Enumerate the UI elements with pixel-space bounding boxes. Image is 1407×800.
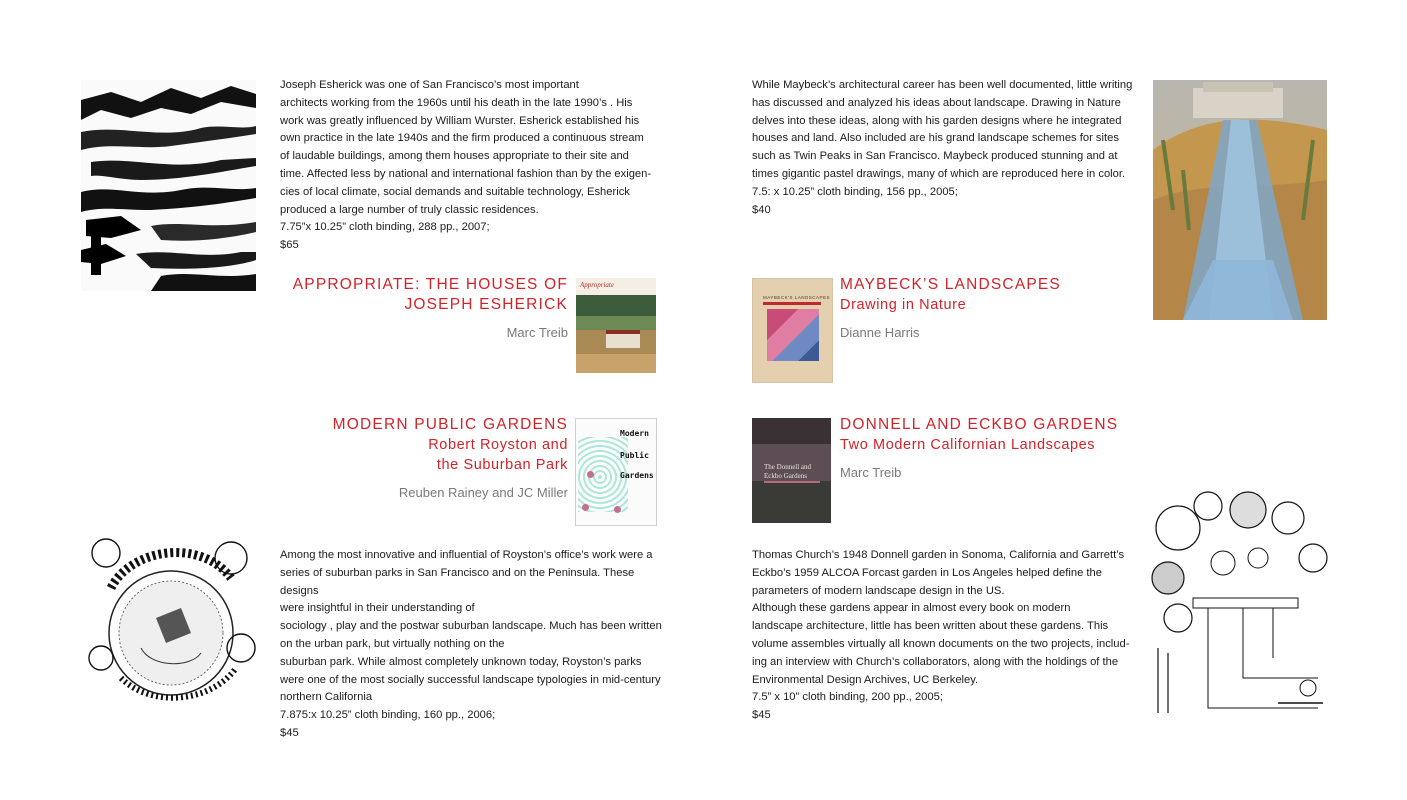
donnell-description xyxy=(752,547,1137,725)
esherick-cover-text: Appropriate xyxy=(580,281,614,289)
text-line: Joseph Esherick was one of San Francisco’s most important xyxy=(280,79,579,91)
esherick-specs: 7.75”x 10.25” cloth binding, 288 pp., 2007; xyxy=(280,221,490,234)
royston-subtitle-line2: the Suburban Park xyxy=(436,457,568,473)
royston-title: MODERN PUBLIC GARDENS xyxy=(332,416,568,433)
cover-dot xyxy=(587,471,594,478)
royston-subtitle-line1: Robert Royston and xyxy=(428,437,568,453)
donnell-book-cover[interactable] xyxy=(752,418,831,523)
text-line: houses and land. Also included are his grand landscape schemes for sites xyxy=(752,132,1119,145)
royston-cover-line: Gardens xyxy=(620,471,654,480)
text-line: Environmental Design Archives, UC Berkeley. xyxy=(752,673,979,686)
esherick-description xyxy=(280,77,660,255)
text-line: parameters of modern landscape design in the US. xyxy=(752,584,1005,597)
royston-cover-line: Modern xyxy=(620,429,649,438)
donnell-subtitle: Two Modern Californian Landscapes xyxy=(840,437,1096,453)
donnell-cover-line: The Donnell and xyxy=(764,463,812,471)
maybeck-author: Dianne Harris xyxy=(840,325,920,340)
royston-specs: 7.875:x 10.25” cloth binding, 160 pp., 2006; xyxy=(280,709,496,722)
esherick-author: Marc Treib xyxy=(506,325,568,340)
text-line: time. Affected less by national and international fashion than by the exigen- xyxy=(280,167,652,180)
text-line: series of suburban parks in San Francisco and on the Peninsula. These designs xyxy=(280,566,635,597)
donnell-cover-line: Eckbo Gardens xyxy=(764,472,807,480)
donnell-book-heading xyxy=(840,415,1140,482)
text-line: ing an interview with Church’s collaborators, along with the holdings of the xyxy=(752,655,1119,668)
cover-picture xyxy=(767,309,819,361)
text-line: of laudable buildings, among them houses appropriate to their site and xyxy=(280,150,629,163)
text-line: Thomas Church’s 1948 Donnell garden in Sonoma, California and Garrett’s xyxy=(752,549,1125,561)
cover-stripe xyxy=(763,302,821,305)
donnell-title: DONNELL AND ECKBO GARDENS xyxy=(840,416,1119,433)
cover-dot xyxy=(582,504,589,511)
maybeck-description xyxy=(752,77,1137,219)
donnell-price: $45 xyxy=(752,709,771,722)
maybeck-book-heading xyxy=(840,275,1140,342)
cover-dot xyxy=(614,506,621,513)
esherick-title-line1: APPROPRIATE: THE HOUSES OF xyxy=(292,276,568,293)
royston-price: $45 xyxy=(280,726,299,739)
cover-stripe xyxy=(764,481,820,483)
text-line: Among the most innovative and influential of Royston’s office’s work were a xyxy=(280,549,653,561)
text-line: landscape architecture, little has been written about these gardens. This xyxy=(752,620,1109,633)
maybeck-specs: 7.5: x 10.25” cloth binding, 156 pp., 2005; xyxy=(752,185,958,198)
esherick-price: $65 xyxy=(280,239,299,252)
esherick-book-cover[interactable] xyxy=(576,278,656,373)
text-line: work was greatly influenced by William Wurster. Esherick established his xyxy=(280,114,640,127)
maybeck-book-cover[interactable] xyxy=(752,278,833,383)
text-line: northern California xyxy=(280,691,373,704)
royston-description xyxy=(280,547,665,743)
house-graphic xyxy=(606,330,640,348)
donnell-author: Marc Treib xyxy=(840,465,902,480)
royston-park-plan-illustration xyxy=(81,528,256,718)
text-line: volume assembles virtually all known documents on the two projects, includ- xyxy=(752,637,1130,650)
text-line: such as Twin Peaks in San Francisco. Maybeck produced stunning and at xyxy=(752,150,1118,163)
maybeck-subtitle: Drawing in Nature xyxy=(840,297,967,313)
text-line: own practice in the late 1940s and the firm produced a continuous stream xyxy=(280,132,644,145)
text-line: suburban park. While almost completely unknown today, Royston’s parks xyxy=(280,655,642,668)
esherick-book-heading xyxy=(268,275,568,342)
text-line: While Maybeck’s architectural career has been well documented, little writing xyxy=(752,79,1133,91)
text-line: produced a large number of truly classic residences. xyxy=(280,203,539,216)
text-line: were one of the most socially successful landscape typologies in mid-century xyxy=(280,673,661,686)
donnell-garden-plan-illustration xyxy=(1148,488,1330,720)
text-line: architects working from the 1960s until his death in the late 1990’s . His xyxy=(280,96,633,109)
royston-author: Reuben Rainey and JC Miller xyxy=(398,485,568,500)
text-line: Although these gardens appear in almost every book on modern xyxy=(752,602,1071,615)
maybeck-price: $40 xyxy=(752,203,771,216)
esherick-title-line2: JOSEPH ESHERICK xyxy=(404,296,568,313)
royston-book-heading xyxy=(268,415,568,502)
maybeck-cover-text: MAYBECK'S LANDSCAPES xyxy=(763,295,831,300)
text-line: times gigantic pastel drawings, many of which are reproduced here in color. xyxy=(752,167,1126,180)
text-line: cies of local climate, social demands and suitable technology, Esherick xyxy=(280,185,630,198)
royston-book-cover[interactable] xyxy=(575,418,657,526)
text-line: delves into these ideas, along with his garden designs where he integrated xyxy=(752,114,1122,127)
maybeck-title: MAYBECK’S LANDSCAPES xyxy=(840,276,1061,293)
donnell-specs: 7.5” x 10” cloth binding, 200 pp., 2005; xyxy=(752,691,943,704)
royston-cover-line: Public xyxy=(620,451,649,460)
esherick-sketch-illustration xyxy=(81,80,256,291)
text-line: were insightful in their understanding of xyxy=(280,602,475,615)
text-line: has discussed and analyzed his ideas about landscape. Drawing in Nature xyxy=(752,96,1121,109)
text-line: on the urban park, but virtually nothing on the xyxy=(280,637,505,650)
text-line: sociology , play and the postwar suburban landscape. Much has been written xyxy=(280,620,662,633)
maybeck-pastel-illustration xyxy=(1153,80,1327,320)
text-line: Eckbo’s 1959 ALCOA Forcast garden in Los Angeles helped define the xyxy=(752,566,1102,579)
